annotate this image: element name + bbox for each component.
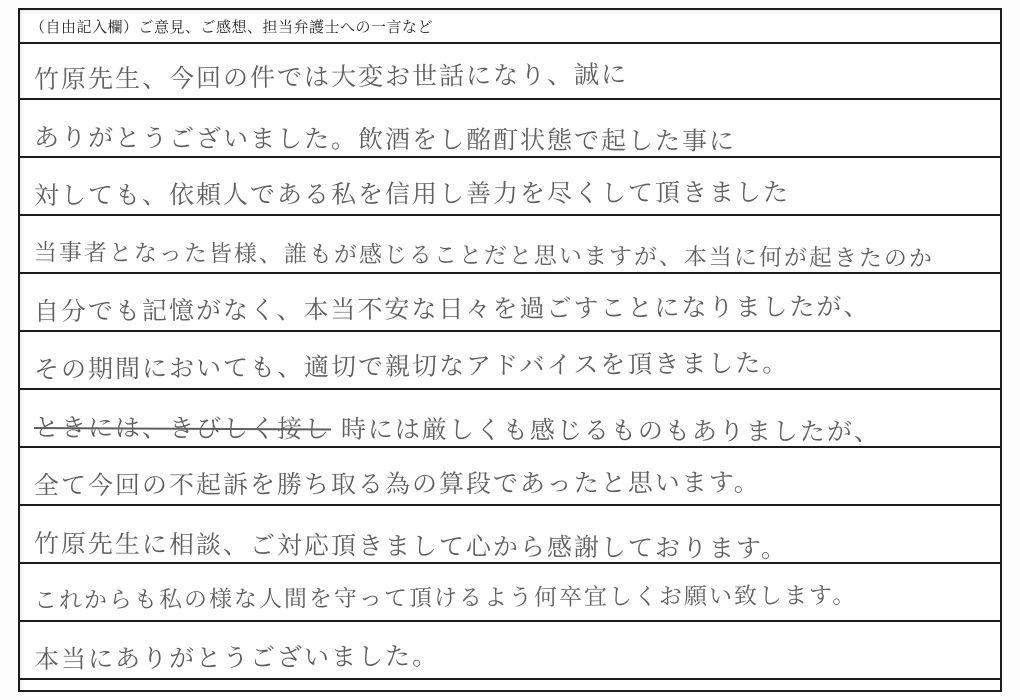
rule-line (20, 214, 1000, 216)
handwritten-line: 本当にありがとうございました。 (33, 641, 440, 674)
scan-edge-shadow (18, 8, 24, 692)
handwritten-line: 全て今回の不起訴を勝ち取る為の算段であったと思います。 (33, 467, 761, 500)
rule-line (20, 678, 1000, 680)
handwritten-line: 竹原先生に相談、ご対応頂きまして心から感謝しております。 (33, 529, 789, 564)
handwritten-line: 対しても、依頼人である私を信用し善力を尽くして頂きました (33, 177, 791, 210)
free-comment-field-label: （自由記入欄）ご意見、ご感想、担当弁護士への一言など (30, 17, 434, 36)
form-header-band (20, 10, 1000, 44)
rule-line (20, 446, 1000, 448)
rule-line (20, 156, 1000, 158)
handwritten-line: 当事者となった皆様、誰もが感じることだと思いますが、本当に何が起きたのか (33, 240, 935, 273)
handwritten-line: 竹原先生、今回の件では大変お世話になり、誠に (33, 59, 629, 94)
rule-line (20, 330, 1000, 332)
handwritten-line: これからも私の様な人間を守って頂けるよう何卒宜しくお願い致します。 (33, 582, 858, 614)
struck-out-text: ときには、きびしく接し (33, 413, 332, 444)
rule-line (20, 388, 1000, 390)
rule-line (20, 98, 1000, 100)
handwritten-line: 自分でも記憶がなく、本当不安な日々を過ごすことになりましたが、 (33, 291, 871, 326)
handwritten-line-text: 時には厳しくも感じるものもありましたが、 (340, 414, 882, 447)
rule-line (20, 562, 1000, 564)
rule-line (20, 620, 1000, 622)
rule-line (20, 504, 1000, 506)
handwritten-line: その期間においても、適切で親切なアドバイスを頂きました。 (33, 348, 790, 384)
ruled-lines-group (20, 44, 1000, 690)
rule-line (20, 272, 1000, 274)
scan-edge-shadow (18, 8, 1002, 14)
handwritten-line: ありがとうございました。飲酒をし酩酊状態で起した事に (33, 123, 737, 156)
